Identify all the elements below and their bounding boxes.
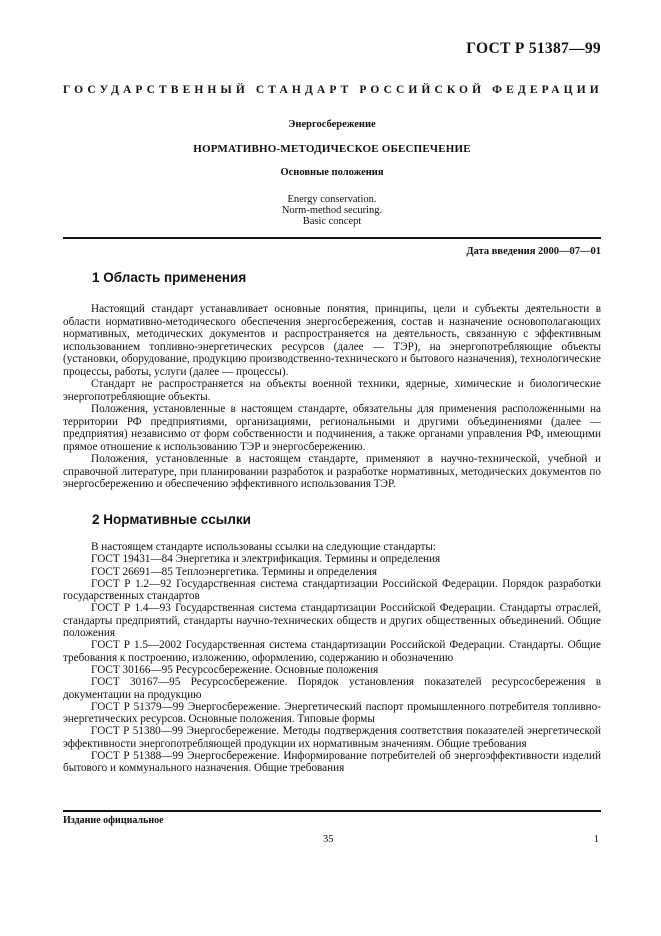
english-title-line: Basic concept: [302, 216, 362, 227]
reference-item: ГОСТ Р 1.5—2002 Государственная система стандартизации Российской Федерации. Стандарты. Общие требования к построению, изложению, оформлению, содержанию и обозначению: [63, 639, 601, 664]
section-1-body: [63, 303, 601, 491]
title-main: НОРМАТИВНО-МЕТОДИЧЕСКОЕ ОБЕСПЕЧЕНИЕ: [193, 143, 471, 155]
introduction-date: Дата введения 2000—07—01: [466, 246, 601, 257]
reference-item: ГОСТ 26691—85 Теплоэнергетика. Термины и определения: [91, 565, 378, 578]
footer-divider: [63, 810, 601, 812]
reference-item: ГОСТ Р 51388—99 Энергосбережение. Информирование потребителей об энергоэффективности изделий бытового и коммунального назначения. Общие требования: [63, 750, 601, 775]
header-divider: [63, 237, 601, 239]
document-code: ГОСТ Р 51387—99: [466, 40, 601, 57]
page-number-center: 35: [323, 834, 334, 845]
english-title-line: Norm-method securing.: [281, 205, 383, 216]
reference-item: ГОСТ 19431—84 Энергетика и электрификация. Термины и определения: [91, 553, 441, 566]
section-1-heading: 1 Область применения: [92, 270, 247, 285]
reference-item: ГОСТ Р 1.2—92 Государственная система стандартизации Российской Федерации. Порядок разработки государственных стандартов: [63, 577, 601, 603]
section-2-heading: 2 Нормативные ссылки: [92, 512, 251, 527]
reference-item: ГОСТ 30166—95 Ресурсосбережение. Основные положения: [91, 663, 379, 676]
reference-item: ГОСТ 30167—95 Ресурсосбережение. Порядок установления показателей ресурсосбережения в документации на продукцию: [63, 676, 601, 701]
paragraph: Настоящий стандарт устанавливает основные понятия, принципы, цели и субъекты деятельности в области нормативно-методического обеспечения энергосбережения, состав и назначение основополагающих нормативных, методических документов и распространяется на деятельность, связанную с эффективным использованием топливно-энергетических ресурсов (далее — ТЭР), на энергопотребляющие объекты (установки, оборудование, продукцию производственно-технического и бытового назначения), технологические процессы, работы, услуги (далее — процессы).: [63, 303, 601, 378]
title-subject: Энергосбережение: [288, 119, 376, 130]
reference-item: ГОСТ Р 51380—99 Энергосбережение. Методы подтверждения соответствия показателей энергетической эффективности энергопотребляющей продукции их нормативным значениям. Общие требования: [63, 725, 601, 750]
official-edition-label: Издание официальное: [63, 815, 164, 826]
paragraph: Положения, установленные в настоящем стандарте, обязательны для применения расположенными на территории РФ предприятиями, организациями, региональными и другими объединениями (далее — предприятия) независимо от форм собственности и подчинения, а также органами управления РФ, имеющими прямое отношение к использованию ТЭР и энергосбережению.: [63, 403, 601, 453]
paragraph: Стандарт не распространяется на объекты военной техники, ядерные, химические и биологические энергопотребляющие объекты.: [63, 378, 601, 403]
title-subtitle: Основные положения: [280, 167, 384, 178]
section-2-body: [63, 541, 601, 775]
reference-item: ГОСТ Р 51379—99 Энергосбережение. Энергетический паспорт промышленного потребителя топливно-энергетических ресурсов. Основные положения. Типовые формы: [63, 700, 601, 726]
paragraph: Положения, установленные в настоящем стандарте, применяют в научно-технической, учебной и справочной литературе, при планировании разработок и разработке нормативных, методических документов по энергосбережению и обеспечению эффективного использования ТЭР.: [63, 453, 601, 490]
state-standard-title: ГОСУДАРСТВЕННЫЙ СТАНДАРТ РОССИЙСКОЙ ФЕДЕРАЦИИ: [63, 84, 603, 96]
page-number-right: 1: [593, 834, 599, 845]
english-title-line: Energy conservation.: [287, 194, 377, 205]
reference-item: ГОСТ Р 1.4—93 Государственная система стандартизации Российской Федерации. Стандарты отраслей, стандарты предприятий, стандарты научно-технических обществ и других общественных объединений. Общие положения: [63, 602, 601, 640]
english-title: [63, 194, 601, 227]
reference-item: В настоящем стандарте использованы ссылки на следующие стандарты:: [91, 541, 436, 553]
